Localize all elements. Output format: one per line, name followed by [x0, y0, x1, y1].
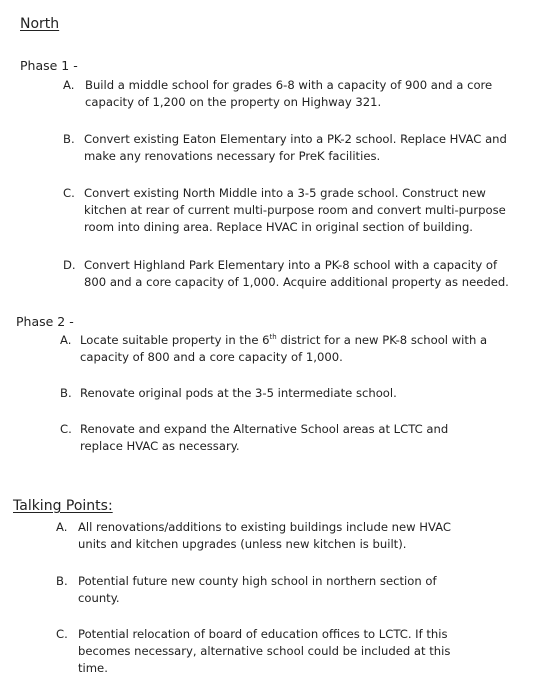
item-text-line: becomes necessary, alternative school could be included at this	[78, 644, 451, 658]
item-text-line: Convert existing Eaton Elementary into a PK-2 school. Replace HVAC and	[84, 132, 507, 146]
item-text-line: All renovations/additions to existing buildings include new HVAC	[78, 520, 452, 534]
item-text-line: Renovate and expand the Alternative School areas at LCTC and	[80, 422, 449, 436]
item-text-line: room into dining area. Replace HVAC in original section of building.	[84, 220, 473, 234]
item-letter: C.	[63, 186, 75, 200]
item-text-line: Locate suitable property in the 6th district for a new PK-8 school with a	[80, 333, 488, 347]
phase-2-heading: Phase 2 -	[16, 314, 74, 329]
item-text-line: units and kitchen upgrades (unless new kitchen is built).	[78, 537, 407, 551]
item-letter: B.	[60, 386, 72, 400]
item-letter: C.	[56, 627, 68, 641]
item-text-line: 800 and a core capacity of 1,000. Acquire additional property as needed.	[84, 275, 509, 289]
section-title-north: North	[20, 16, 60, 32]
item-text-line: Potential relocation of board of education offices to LCTC. If this	[78, 627, 448, 641]
item-letter: B.	[56, 574, 68, 588]
item-text-line: replace HVAC as necessary.	[80, 439, 240, 453]
item-letter: A.	[56, 520, 68, 534]
item-text-line: Renovate original pods at the 3-5 intermediate school.	[80, 386, 397, 400]
item-letter: C.	[60, 422, 72, 436]
phase-1-heading: Phase 1 -	[20, 58, 78, 73]
item-text-line: Build a middle school for grades 6-8 with a capacity of 900 and a core	[85, 78, 493, 92]
talking-points-heading: Talking Points:	[13, 498, 113, 514]
item-letter: A.	[60, 333, 72, 347]
item-text-line: kitchen at rear of current multi-purpose room and convert multi-purpose	[84, 203, 506, 217]
item-text-line: Convert existing North Middle into a 3-5 grade school. Construct new	[84, 186, 486, 200]
item-text-line: make any renovations necessary for PreK facilities.	[84, 149, 381, 163]
item-text-line: Convert Highland Park Elementary into a PK-8 school with a capacity of	[84, 258, 498, 272]
item-text-line: Potential future new county high school in northern section of	[78, 574, 437, 588]
item-letter: A.	[63, 78, 75, 92]
item-text-line: capacity of 1,200 on the property on Highway 321.	[85, 95, 382, 109]
item-text-line: capacity of 800 and a core capacity of 1,000.	[80, 350, 343, 364]
item-text-line: time.	[78, 661, 108, 675]
item-letter: B.	[63, 132, 75, 146]
item-letter: D.	[63, 258, 76, 272]
item-text-line: county.	[78, 591, 120, 605]
